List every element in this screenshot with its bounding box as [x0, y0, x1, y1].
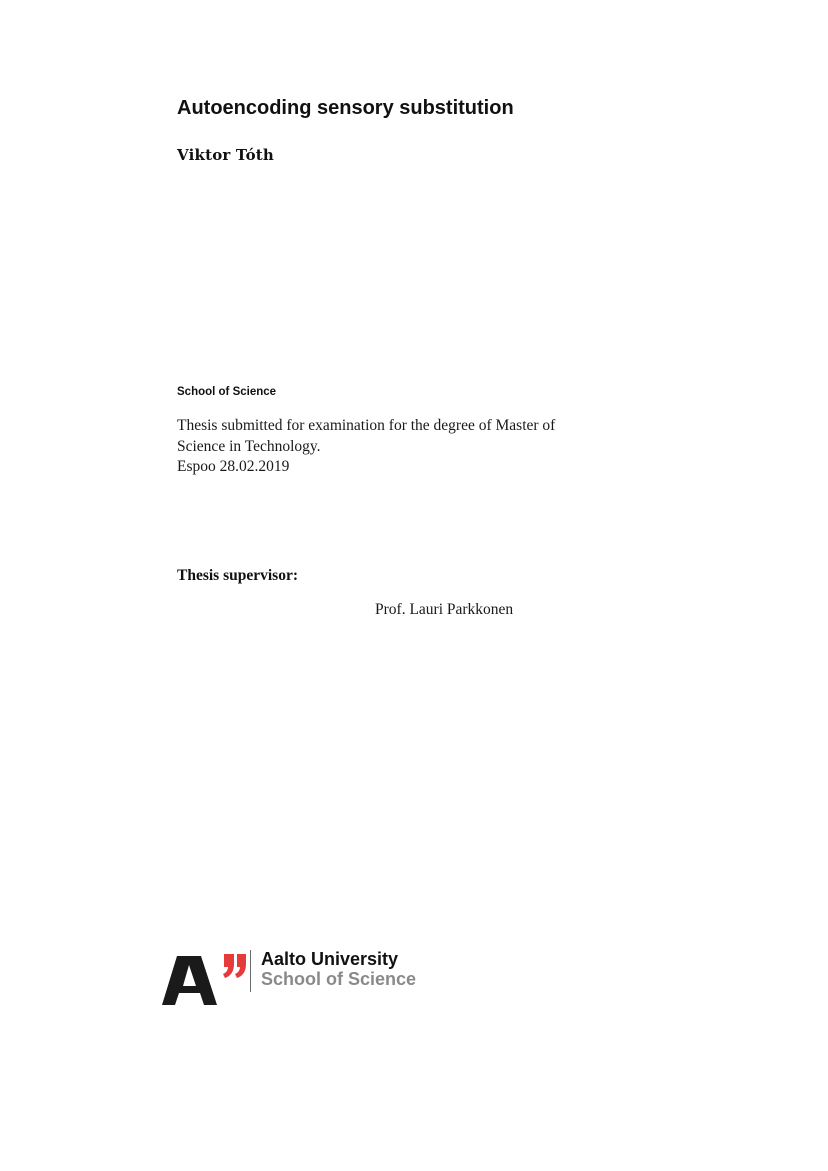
degree-statement: Thesis submitted for examination for the degree of Master of Science in Technology. — [177, 417, 556, 455]
logo-divider — [250, 950, 251, 992]
logo-university-name: Aalto University — [261, 949, 399, 969]
logo-school-name: School of Science — [261, 969, 417, 989]
aalto-a-quote-icon — [162, 948, 246, 1008]
supervisor-label: Thesis supervisor: — [177, 567, 298, 584]
supervisor-name: Prof. Lauri Parkkonen — [375, 601, 514, 618]
aalto-logo — [162, 948, 452, 1008]
submission-statement — [177, 416, 597, 478]
logo-quote-right — [235, 954, 246, 978]
place-date: Espoo 28.02.2019 — [177, 458, 290, 475]
logo-quote-left — [223, 954, 234, 978]
author-name: Viktor Tóth — [177, 146, 275, 164]
school-name: School of Science — [177, 386, 277, 398]
thesis-title: Autoencoding sensory substitution — [177, 97, 514, 119]
